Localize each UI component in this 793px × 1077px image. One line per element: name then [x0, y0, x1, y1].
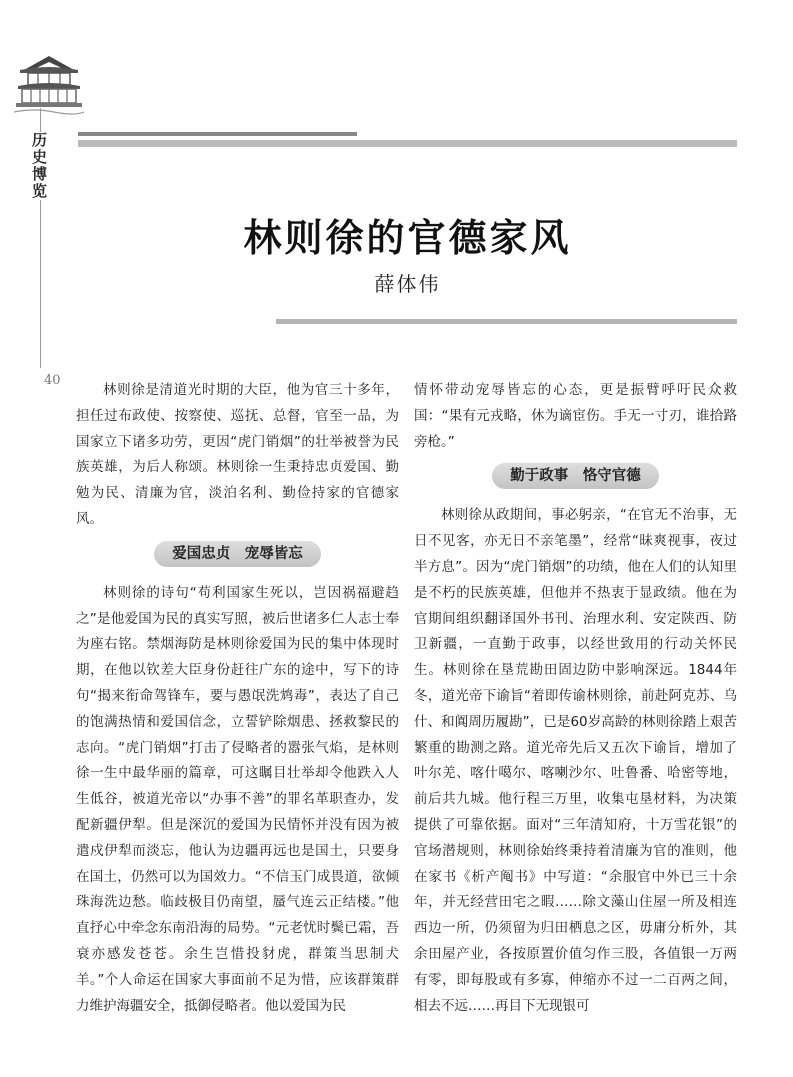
article-author: 薛体伟: [374, 272, 441, 296]
section-heading-diligence: 勤于政事 恪守官德: [492, 463, 659, 489]
section-heading-wrap: [76, 541, 399, 571]
article-title: 林则徐的官德家风: [243, 216, 572, 261]
continuation-paragraph: 情怀带动宠辱皆忘的心态，更是振臂呼吁民众救国：“果有元戎略，休为谪宦伤。手无一寸刃，谁拾路旁枪。”: [414, 382, 737, 450]
column-label: 历史博览: [26, 132, 52, 200]
pavilion-logo-icon: [14, 52, 84, 120]
diligence-paragraph: 林则徐从政期间，事必躬亲，“在官无不治事，无日不见客，亦无日不亲笔墨”，经常“昧爽视事，夜过半方息”。因为“虎门销烟”的功绩，他在人们的认知里是不朽的民族英雄，但他并不热衷于显政绩。他在为官期间组织翻译国外书刊、治理水利、安定陕西、防卫新疆，一直勤于政事，以经世致用的行动关怀民生。林则徐在垦荒勘田固边防中影响深远。1844年冬，道光帝下谕旨“着即传谕林则徐，前赴阿克苏、乌什、和阗周历履勘”，已是60岁高龄的林则徐踏上艰苦繁重的勘测之路。道光帝先后又五次下谕旨，增加了叶尔羌、喀什噶尔、喀喇沙尔、吐鲁番、哈密等地，前后共九城。他行程三万里，收集屯垦材料，为决策提供了可靠依据。面对“三年清知府，十万雪花银”的官场潜规则，林则徐始终秉持着清廉为官的准则，他在家书《析产阄书》中写道：“余服官中外已三十余年，并无经营田宅之暇……除文藻山住屋一所及相连西边一所，仍须留为归田栖息之区，毋庸分析外，其余田屋产业，各按原置价值匀作三股，各值银一万两有零，即每股或有多寡，伸缩亦不过一二百两之间，相去不远……再目下无现银可: [414, 507, 737, 1014]
patriotism-paragraph: 林则徐的诗句“苟利国家生死以，岂因祸福避趋之”是他爱国为民的真实写照，被后世诸多仁人志士奉为座右铭。禁烟海防是林则徐爱国为民的集中体现时期，在他以钦差大臣身份赶往广东的途中，写下的诗句“揭来衔命驾锋车，要与愚氓洗鸩毒”，表达了自己的饱满热情和爱国信念，立誓铲除烟患、拯救黎民的志向。“虎门销烟”打击了侵略者的嚣张气焰，是林则徐一生中最华丽的篇章，可这瞩目壮举却令他跌入人生低谷，被道光帝以“办事不善”的罪名革职查办，发配新疆伊犁。但是深沉的爱国为民情怀并没有因为被遣戍伊犁而淡忘，他认为边疆再远也是国土，只要身在国土，仍然可以为国效力。“不信玉门成畏道，欲倾珠海洗边愁。临歧极目仍南望，蜃气连云正结楼。”他直抒心中牵念东南沿海的局势。“元老忧时鬓已霜，吾衰亦感发苍苍。余生岂惜投豺虎，群策当思制犬羊。”个人命运在国家大事面前不足为惜，应该群策群力维护海疆安全，抵御侵略者。他以爱国为民: [76, 584, 399, 1014]
title-rule-wide: [78, 140, 737, 147]
section-heading-wrap: [414, 463, 737, 493]
intro-paragraph: 林则徐是清道光时期的大臣，他为官三十多年，担任过布政使、按察使、巡抚、总督，官至一品，为国家立下诸多功劳，更因“虎门销烟”的壮举被誉为民族英雄，为后人称颂。林则徐一生秉持忠贞爱国、勤勉为民、清廉为官，淡泊名利、勤俭持家的官德家风。: [76, 382, 399, 527]
title-rule-bottom: [276, 319, 737, 324]
page-number: 40: [44, 373, 61, 388]
section-heading-patriotism: 爱国忠贞 宠辱皆忘: [154, 541, 321, 567]
left-column: [76, 378, 399, 1019]
title-rule-top: [78, 132, 357, 136]
right-column: [414, 378, 737, 1019]
